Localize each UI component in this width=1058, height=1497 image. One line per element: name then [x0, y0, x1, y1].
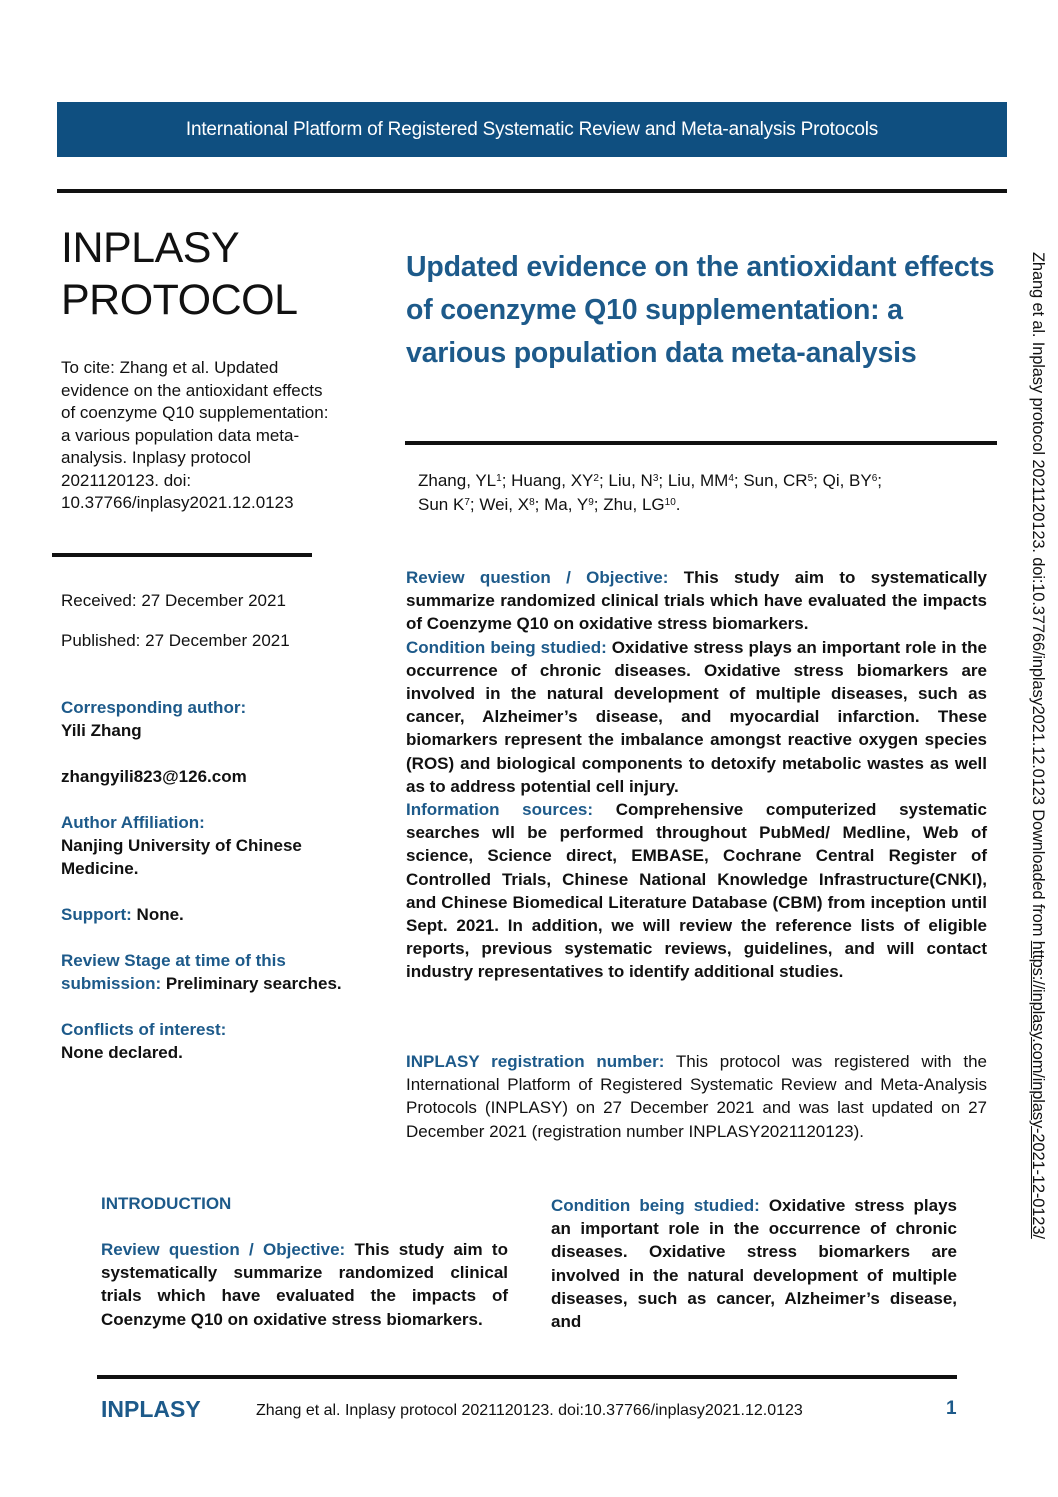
left-divider [52, 553, 312, 557]
support-label: Support: [61, 905, 132, 924]
banner-text: International Platform of Registered Systematic Review and Meta-analysis Protocols [185, 119, 879, 140]
footer-brand: INPLASY [101, 1396, 201, 1422]
author: Ma, $Y^9$; [544, 495, 604, 514]
author: Sun, $CR^5$; [743, 471, 823, 490]
registration-label: INPLASY registration number: [406, 1052, 665, 1071]
author: Liu, $MM^4$; [667, 471, 744, 490]
corresponding-author-name: Yili Zhang [61, 721, 142, 740]
review-stage-value: Preliminary searches. [161, 974, 342, 993]
author: Zhang, $YL^1$; [418, 471, 512, 490]
introduction-objective: Review question / Objective: This study aim to systematically summarize randomized clinical trials which have evaluated the impacts of Coenzyme Q10 on oxidative stress biomarkers. [101, 1240, 508, 1329]
received-date: Received: 27 December 2021 [61, 591, 286, 610]
abstract [406, 566, 987, 984]
published-date: Published: 27 December 2021 [61, 631, 290, 650]
footer-divider [97, 1375, 957, 1379]
review-stage-label: Review Stage at time of this submission: [61, 951, 286, 993]
citation-block: To cite: Zhang et al. Updated evidence on the antioxidant effects of coenzyme Q10 supplementation: a various population data meta-analysis. Inplasy protocol 2021120123. doi: 10.37766/inplasy2021.12.0123 [61, 358, 329, 512]
registration-text: This protocol was registered with the International Platform of Registered Systematic Review and Meta-Analysis Protocols (INPLASY) on 27 December 2021 and was last updated on 27 December 2021 (registration number INPLASY2021120123). [406, 1052, 987, 1141]
vertical-download-notice [1028, 252, 1047, 1239]
support-value: None. [131, 905, 184, 924]
dates-block [61, 590, 290, 670]
author-email[interactable]: zhangyili823@126.com [61, 767, 247, 786]
abstract-information-sources: Information sources: Comprehensive computerized systematic searches wll be performed throughout PubMed/ Medline, Web of science, Science direct, EMBASE, Cochrane Central Register of Controlled Trials, Chinese National Knowledge Infrastructure(CNKI), and Chinese Biomedical Literature Database (CBM) from inception until Sept. 2021. In addition, we will review the reference lists of eligible reports, previous systematic reviews, guidelines, and will contact industry representatives to identify additional studies. [406, 800, 987, 982]
author: Zhu, LG$^{10}$. [603, 495, 681, 514]
corresponding-author [61, 696, 351, 742]
author: Huang, $XY^2$; [511, 471, 609, 490]
metadata-sidebar [61, 696, 351, 1087]
header-banner [57, 102, 1007, 157]
brand-title [61, 222, 298, 326]
top-divider [57, 189, 1007, 193]
support [61, 903, 351, 926]
download-notice-text: Zhang et al. Inplasy protocol 2021120123. doi:10.37766/inplasy2021.12.0123 Downloaded from [1029, 252, 1047, 941]
affiliation-value: Nanjing University of Chinese Medicine. [61, 836, 302, 878]
conflicts-value: None declared. [61, 1043, 183, 1062]
author: Sun $K^7$; [418, 495, 480, 514]
author-affiliation [61, 811, 351, 880]
download-link[interactable]: https://inplasy.com/inplasy-2021-12-0123/ [1029, 940, 1047, 1239]
brand-line-2: PROTOCOL [61, 276, 298, 324]
registration-block [406, 1050, 987, 1143]
author: Qi, $BY^6$; [822, 471, 883, 490]
review-stage [61, 949, 351, 995]
title-divider [405, 441, 997, 445]
footer-citation: Zhang et al. Inplasy protocol 2021120123. doi:10.37766/inplasy2021.12.0123 [256, 1402, 803, 1419]
author: Liu, $N^3$; [608, 471, 668, 490]
conflicts-of-interest [61, 1018, 351, 1064]
conflicts-label: Conflicts of interest: [61, 1020, 227, 1039]
introduction-heading: INTRODUCTION [101, 1194, 232, 1213]
author-list [418, 468, 988, 516]
brand-line-1: INPLASY [61, 224, 240, 272]
introduction-condition: Condition being studied: Oxidative stress plays an important role in the occurrence of chronic diseases. Oxidative stress biomarkers are involved in the natural development of multiple diseases, such as cancer, Alzheimer’s disease, and [551, 1196, 957, 1332]
abstract-condition: Condition being studied: Oxidative stress plays an important role in the occurrence of chronic diseases. Oxidative stress biomarkers are involved in the natural development of multiple diseases, such as cancer, Alzheimer’s disease, and myocardial infarction. These biomarkers represent the imbalance amongst reactive oxygen species (ROS) and biological components to detoxify metabolic wastes as well as to address potential cell injury. [406, 637, 987, 796]
paper-title: Updated evidence on the antioxidant effects of coenzyme Q10 supplementation: a various population data meta-analysis [406, 251, 995, 369]
author: Wei, $X^8$; [479, 495, 545, 514]
corresponding-author-label: Corresponding author: [61, 698, 247, 717]
affiliation-label: Author Affiliation: [61, 813, 205, 832]
abstract-objective: Review question / Objective: This study aim to systematically summarize randomized clinical trials which have evaluated the impacts of Coenzyme Q10 on oxidative stress biomarkers. [406, 568, 987, 634]
page-number: 1 [946, 1398, 957, 1419]
